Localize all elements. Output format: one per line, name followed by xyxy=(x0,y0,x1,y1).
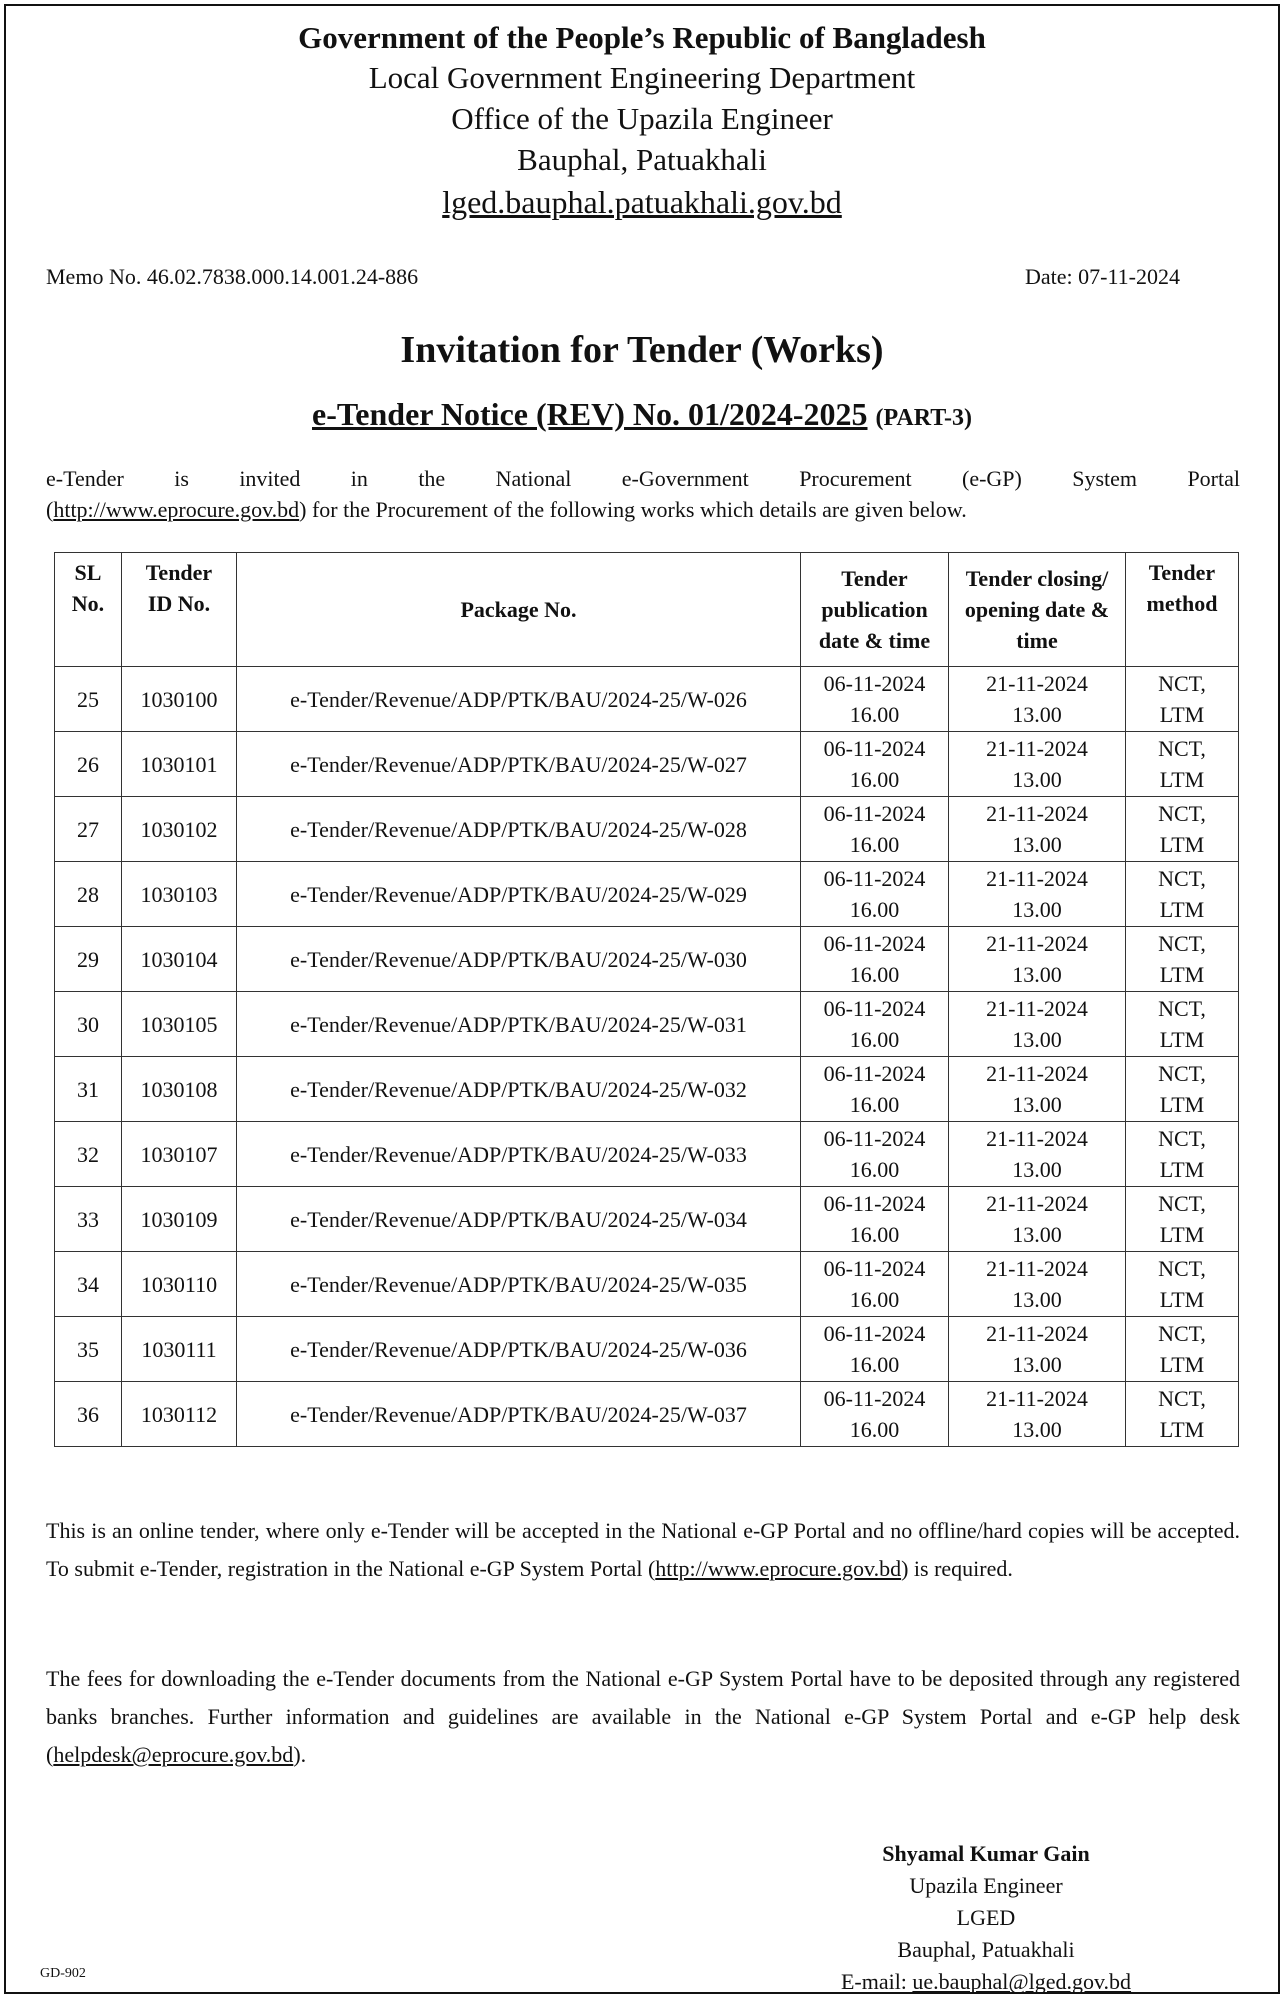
closing-cell-text: 13.00 xyxy=(1012,897,1062,922)
sl-cell xyxy=(55,797,122,862)
method-cell-text: LTM xyxy=(1159,1027,1205,1052)
tender-id-cell xyxy=(122,862,237,927)
package-cell xyxy=(237,1057,801,1122)
sl-cell xyxy=(55,1122,122,1187)
eprocure-link[interactable]: http://www.eprocure.gov.bd xyxy=(53,497,300,522)
header-tender-id: Tender ID No. xyxy=(122,553,237,667)
package-cell-text: e-Tender/Revenue/ADP/PTK/BAU/2024-25/W-027 xyxy=(290,751,747,777)
sl-cell xyxy=(55,667,122,732)
publication-cell-text: 06-11-2024 xyxy=(823,866,926,891)
publication-cell xyxy=(801,1057,949,1122)
package-cell xyxy=(237,797,801,862)
publication-cell-text: 06-11-2024 xyxy=(823,801,926,826)
sl-cell-text: 30 xyxy=(77,1011,99,1037)
tender-rows xyxy=(55,667,1239,1447)
closing-cell-text: 21-11-2024 xyxy=(986,866,1088,891)
sl-cell-text: 26 xyxy=(77,751,99,777)
publication-cell-text: 16.00 xyxy=(849,1417,900,1442)
method-cell-text: NCT, xyxy=(1158,671,1206,696)
publication-cell-text: 16.00 xyxy=(849,1352,900,1377)
publication-cell xyxy=(801,667,949,732)
tender-id-cell xyxy=(122,1382,237,1447)
method-cell-text: NCT, xyxy=(1158,996,1206,1021)
table-row xyxy=(55,797,1239,862)
signatory-designation: Upazila Engineer xyxy=(909,1873,1063,1898)
sl-cell xyxy=(55,1057,122,1122)
package-cell xyxy=(237,927,801,992)
department-heading: Local Government Engineering Department xyxy=(368,60,916,95)
method-cell xyxy=(1126,667,1239,732)
method-cell xyxy=(1126,1187,1239,1252)
sl-cell xyxy=(55,1252,122,1317)
method-cell-text: LTM xyxy=(1159,1287,1205,1312)
tender-id-cell xyxy=(122,1317,237,1382)
method-cell-text: LTM xyxy=(1159,897,1205,922)
publication-cell-text: 16.00 xyxy=(849,1287,900,1312)
intro-rest: ) for the Procurement of the following works which details are given below. xyxy=(299,497,967,522)
closing-cell xyxy=(949,1122,1126,1187)
tender-table xyxy=(54,552,1239,1447)
publication-cell-text: 16.00 xyxy=(849,1222,900,1247)
method-cell-text: LTM xyxy=(1159,702,1205,727)
table-row xyxy=(55,1382,1239,1447)
website-line xyxy=(6,184,1278,221)
method-cell-text: NCT, xyxy=(1158,1321,1206,1346)
eprocure-link-2[interactable]: http://www.eprocure.gov.bd xyxy=(655,1556,902,1581)
publication-cell-text: 06-11-2024 xyxy=(823,931,926,956)
closing-cell-text: 13.00 xyxy=(1012,767,1062,792)
publication-cell xyxy=(801,797,949,862)
method-cell-text: NCT, xyxy=(1158,931,1206,956)
closing-cell-text: 21-11-2024 xyxy=(986,1321,1088,1346)
closing-cell xyxy=(949,1252,1126,1317)
method-cell-text: NCT, xyxy=(1158,801,1206,826)
tender-id-cell-text: 1030105 xyxy=(140,1011,218,1037)
header-publication: Tender publication date & time xyxy=(801,553,949,667)
publication-cell-text: 16.00 xyxy=(849,1157,900,1182)
publication-cell-text: 16.00 xyxy=(849,1027,900,1052)
signatory-name: Shyamal Kumar Gain xyxy=(882,1841,1090,1866)
package-cell xyxy=(237,1187,801,1252)
table-row xyxy=(55,1057,1239,1122)
tender-id-cell-text: 1030108 xyxy=(140,1076,218,1102)
closing-cell xyxy=(949,927,1126,992)
method-cell-text: NCT, xyxy=(1158,866,1206,891)
publication-cell-text: 16.00 xyxy=(849,767,900,792)
publication-cell-text: 06-11-2024 xyxy=(823,671,926,696)
publication-cell-text: 06-11-2024 xyxy=(823,1191,926,1216)
tender-id-cell-text: 1030107 xyxy=(140,1141,218,1167)
table-row xyxy=(55,1317,1239,1382)
publication-cell xyxy=(801,992,949,1057)
publication-cell-text: 16.00 xyxy=(849,702,900,727)
table-row xyxy=(55,992,1239,1057)
method-cell-text: LTM xyxy=(1159,832,1205,857)
signatory-org: LGED xyxy=(956,1905,1016,1930)
publication-cell-text: 16.00 xyxy=(849,832,900,857)
publication-cell-text: 06-11-2024 xyxy=(823,1126,926,1151)
sl-cell-text: 29 xyxy=(77,946,99,972)
signatory-email-link[interactable]: ue.bauphal@lged.gov.bd xyxy=(912,1969,1132,1994)
closing-cell-text: 13.00 xyxy=(1012,1027,1062,1052)
publication-cell xyxy=(801,1122,949,1187)
tender-id-cell xyxy=(122,667,237,732)
fees-paragraph: The fees for downloading the e-Tender documents from the National e-GP System Portal have to be deposited through any registered banks branches. Further information and guidelines are available in the National e-GP System Portal and e-GP help desk (helpdesk@eprocure.gov.bd). xyxy=(46,1666,1240,1767)
intro-line-1: e-Tender is invited in the National e-Government Procurement (e-GP) System Portal xyxy=(46,466,1240,491)
tender-id-cell xyxy=(122,797,237,862)
method-cell-text: LTM xyxy=(1159,1417,1205,1442)
method-cell-text: LTM xyxy=(1159,1092,1205,1117)
tender-id-cell-text: 1030100 xyxy=(140,686,218,712)
sl-cell-text: 32 xyxy=(77,1141,99,1167)
closing-cell xyxy=(949,1057,1126,1122)
tender-id-cell-text: 1030109 xyxy=(140,1206,218,1232)
package-cell xyxy=(237,862,801,927)
closing-cell xyxy=(949,667,1126,732)
tender-id-cell-text: 1030104 xyxy=(140,946,218,972)
table-row xyxy=(55,927,1239,992)
publication-cell xyxy=(801,927,949,992)
package-cell-text: e-Tender/Revenue/ADP/PTK/BAU/2024-25/W-037 xyxy=(290,1401,747,1427)
website-link[interactable]: lged.bauphal.patuakhali.gov.bd xyxy=(442,184,842,220)
publication-cell-text: 06-11-2024 xyxy=(823,1256,926,1281)
header-package: Package No. xyxy=(237,553,801,667)
method-cell xyxy=(1126,927,1239,992)
closing-cell-text: 21-11-2024 xyxy=(986,671,1088,696)
closing-cell xyxy=(949,1317,1126,1382)
publication-cell xyxy=(801,1252,949,1317)
publication-cell-text: 06-11-2024 xyxy=(823,1386,926,1411)
tender-id-cell xyxy=(122,1252,237,1317)
closing-cell-text: 21-11-2024 xyxy=(986,801,1088,826)
package-cell-text: e-Tender/Revenue/ADP/PTK/BAU/2024-25/W-033 xyxy=(290,1141,747,1167)
publication-cell xyxy=(801,1187,949,1252)
signatory-email-line: E-mail: ue.bauphal@lged.gov.bd xyxy=(840,1969,1132,1994)
tender-id-cell-text: 1030111 xyxy=(141,1336,217,1362)
method-cell-text: LTM xyxy=(1159,1352,1205,1377)
package-cell xyxy=(237,1252,801,1317)
tender-id-cell xyxy=(122,992,237,1057)
publication-cell-text: 06-11-2024 xyxy=(823,736,926,761)
sl-cell xyxy=(55,992,122,1057)
location-heading: Bauphal, Patuakhali xyxy=(517,142,767,177)
package-cell xyxy=(237,992,801,1057)
government-heading: Government of the People’s Republic of Bangladesh xyxy=(298,20,986,55)
signatory-location: Bauphal, Patuakhali xyxy=(897,1937,1075,1962)
intro-paren: ( xyxy=(46,497,54,522)
publication-cell-text: 16.00 xyxy=(849,962,900,987)
publication-cell xyxy=(801,732,949,797)
sl-cell-text: 25 xyxy=(77,686,99,712)
publication-cell xyxy=(801,1317,949,1382)
sl-cell xyxy=(55,1187,122,1252)
notice-number: e-Tender Notice (REV) No. 01/2024-2025 xyxy=(312,396,868,432)
closing-cell-text: 21-11-2024 xyxy=(986,1191,1088,1216)
publication-cell-text: 06-11-2024 xyxy=(823,1061,926,1086)
sl-cell-text: 28 xyxy=(77,881,99,907)
package-cell-text: e-Tender/Revenue/ADP/PTK/BAU/2024-25/W-036 xyxy=(290,1336,747,1362)
publication-cell xyxy=(801,1382,949,1447)
notice-subtitle xyxy=(6,396,1278,433)
method-cell-text: NCT, xyxy=(1158,1061,1206,1086)
sl-cell-text: 35 xyxy=(77,1336,99,1362)
package-cell-text: e-Tender/Revenue/ADP/PTK/BAU/2024-25/W-034 xyxy=(290,1206,747,1232)
closing-cell-text: 13.00 xyxy=(1012,1092,1062,1117)
closing-cell-text: 13.00 xyxy=(1012,1157,1062,1182)
closing-cell-text: 21-11-2024 xyxy=(986,1386,1088,1411)
method-cell-text: LTM xyxy=(1159,962,1205,987)
signature-block xyxy=(766,1838,1206,1998)
notice-part: (PART-3) xyxy=(875,405,972,431)
table-header-row xyxy=(55,553,1239,667)
closing-cell-text: 21-11-2024 xyxy=(986,1061,1088,1086)
package-cell-text: e-Tender/Revenue/ADP/PTK/BAU/2024-25/W-029 xyxy=(290,881,747,907)
sl-cell xyxy=(55,1382,122,1447)
table-row xyxy=(55,1187,1239,1252)
closing-cell-text: 21-11-2024 xyxy=(986,1256,1088,1281)
package-cell xyxy=(237,1317,801,1382)
tender-id-cell xyxy=(122,732,237,797)
publication-cell-text: 06-11-2024 xyxy=(823,996,926,1021)
method-cell xyxy=(1126,1057,1239,1122)
closing-cell xyxy=(949,862,1126,927)
helpdesk-email-link[interactable]: helpdesk@eprocure.gov.bd xyxy=(53,1742,294,1767)
sl-cell-text: 27 xyxy=(77,816,99,842)
package-cell xyxy=(237,1382,801,1447)
intro-paragraph xyxy=(46,463,1240,525)
method-cell xyxy=(1126,797,1239,862)
closing-cell xyxy=(949,1187,1126,1252)
closing-cell-text: 13.00 xyxy=(1012,1222,1062,1247)
table-row xyxy=(55,862,1239,927)
header-sl: SL No. xyxy=(55,553,122,667)
table-row xyxy=(55,1122,1239,1187)
closing-cell xyxy=(949,992,1126,1057)
package-cell xyxy=(237,667,801,732)
publication-cell-text: 06-11-2024 xyxy=(823,1321,926,1346)
memo-number: Memo No. 46.02.7838.000.14.001.24-886 xyxy=(46,264,419,289)
sl-cell-text: 34 xyxy=(77,1271,99,1297)
package-cell xyxy=(237,1122,801,1187)
sl-cell-text: 33 xyxy=(77,1206,99,1232)
table-row xyxy=(55,732,1239,797)
table-row xyxy=(55,667,1239,732)
method-cell xyxy=(1126,1317,1239,1382)
online-tender-paragraph: This is an online tender, where only e-Tender will be accepted in the National e-GP Portal and no offline/hard copies will be accepted. To submit e-Tender, registration in the National e-GP System Portal (http://www.eprocure.gov.bd) is required. xyxy=(46,1518,1240,1581)
method-cell-text: NCT, xyxy=(1158,1191,1206,1216)
sl-cell xyxy=(55,1317,122,1382)
form-code: GD-902 xyxy=(40,1966,86,1981)
method-cell xyxy=(1126,862,1239,927)
tender-id-cell-text: 1030101 xyxy=(140,751,218,777)
tender-id-cell xyxy=(122,1057,237,1122)
header-method: Tender method xyxy=(1126,553,1239,667)
header-closing: Tender closing/ opening date & time xyxy=(949,553,1126,667)
tender-id-cell-text: 1030110 xyxy=(140,1271,218,1297)
notice-date: Date: 07-11-2024 xyxy=(1025,264,1180,289)
method-cell-text: NCT, xyxy=(1158,1386,1206,1411)
package-cell-text: e-Tender/Revenue/ADP/PTK/BAU/2024-25/W-035 xyxy=(290,1271,747,1297)
method-cell xyxy=(1126,992,1239,1057)
tender-notice-page xyxy=(4,4,1280,1994)
tender-id-cell xyxy=(122,1187,237,1252)
publication-cell xyxy=(801,862,949,927)
notice-title: Invitation for Tender (Works) xyxy=(400,329,884,371)
tender-id-cell-text: 1030103 xyxy=(140,881,218,907)
publication-cell-text: 16.00 xyxy=(849,897,900,922)
closing-cell-text: 21-11-2024 xyxy=(986,1126,1088,1151)
package-cell-text: e-Tender/Revenue/ADP/PTK/BAU/2024-25/W-032 xyxy=(290,1076,747,1102)
office-heading: Office of the Upazila Engineer xyxy=(451,101,833,136)
tender-id-cell xyxy=(122,927,237,992)
method-cell-text: LTM xyxy=(1159,1222,1205,1247)
closing-cell xyxy=(949,797,1126,862)
method-cell xyxy=(1126,1382,1239,1447)
tender-id-cell-text: 1030112 xyxy=(140,1401,218,1427)
closing-cell-text: 21-11-2024 xyxy=(986,736,1088,761)
method-cell-text: LTM xyxy=(1159,1157,1205,1182)
publication-cell-text: 16.00 xyxy=(849,1092,900,1117)
closing-cell xyxy=(949,1382,1126,1447)
method-cell-text: NCT, xyxy=(1158,1126,1206,1151)
tender-id-cell xyxy=(122,1122,237,1187)
sl-cell xyxy=(55,927,122,992)
method-cell-text: NCT, xyxy=(1158,736,1206,761)
package-cell-text: e-Tender/Revenue/ADP/PTK/BAU/2024-25/W-026 xyxy=(290,686,747,712)
closing-cell-text: 13.00 xyxy=(1012,832,1062,857)
method-cell xyxy=(1126,1122,1239,1187)
package-cell xyxy=(237,732,801,797)
closing-cell xyxy=(949,732,1126,797)
closing-cell-text: 13.00 xyxy=(1012,962,1062,987)
sl-cell-text: 36 xyxy=(77,1401,99,1427)
sl-cell xyxy=(55,862,122,927)
closing-cell-text: 21-11-2024 xyxy=(986,996,1088,1021)
method-cell xyxy=(1126,1252,1239,1317)
method-cell-text: NCT, xyxy=(1158,1256,1206,1281)
package-cell-text: e-Tender/Revenue/ADP/PTK/BAU/2024-25/W-030 xyxy=(290,946,747,972)
package-cell-text: e-Tender/Revenue/ADP/PTK/BAU/2024-25/W-028 xyxy=(290,816,747,842)
closing-cell-text: 13.00 xyxy=(1012,702,1062,727)
table-row xyxy=(55,1252,1239,1317)
method-cell xyxy=(1126,732,1239,797)
method-cell-text: LTM xyxy=(1159,767,1205,792)
closing-cell-text: 13.00 xyxy=(1012,1287,1062,1312)
sl-cell xyxy=(55,732,122,797)
closing-cell-text: 13.00 xyxy=(1012,1352,1062,1377)
package-cell-text: e-Tender/Revenue/ADP/PTK/BAU/2024-25/W-031 xyxy=(290,1011,747,1037)
closing-cell-text: 21-11-2024 xyxy=(986,931,1088,956)
sl-cell-text: 31 xyxy=(77,1076,99,1102)
tender-id-cell-text: 1030102 xyxy=(140,816,218,842)
closing-cell-text: 13.00 xyxy=(1012,1417,1062,1442)
